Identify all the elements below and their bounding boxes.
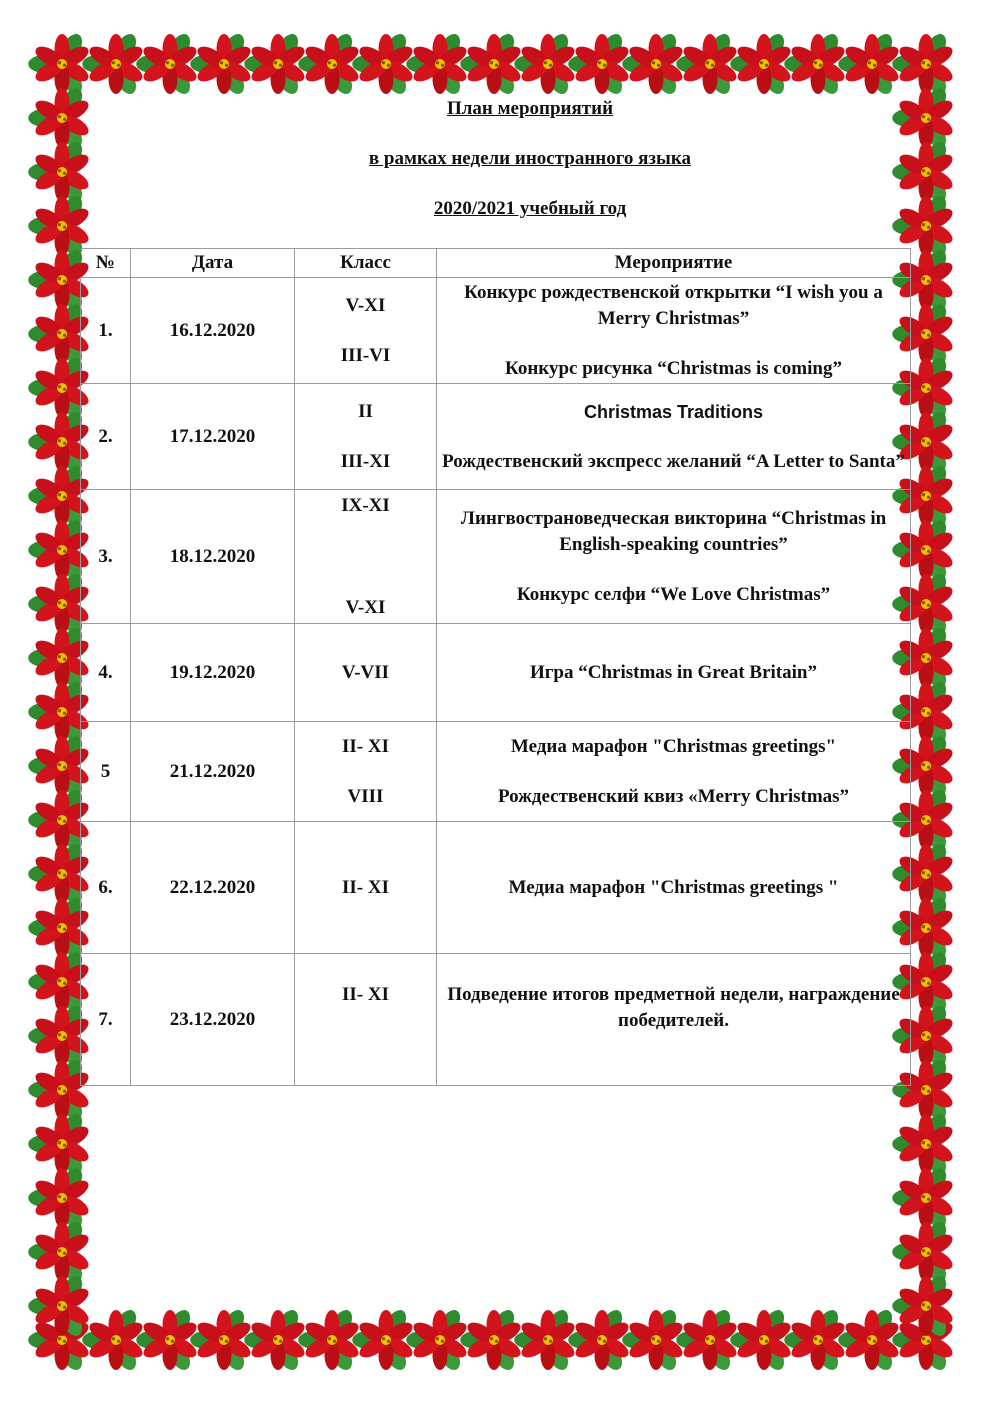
row-date: 19.12.2020: [131, 624, 295, 722]
poinsettia-flower-icon: [730, 30, 793, 97]
row-number: 5: [81, 722, 131, 822]
table-row: [81, 384, 911, 490]
poinsettia-flower-icon: [514, 30, 577, 97]
poinsettia-flower-icon: [82, 1306, 145, 1373]
poinsettia-flower-icon: [28, 84, 91, 151]
poinsettia-flower-icon: [136, 30, 199, 97]
row-event: [437, 624, 911, 722]
poinsettia-flower-icon: [676, 1306, 739, 1373]
poinsettia-flower-icon: [190, 30, 253, 97]
poinsettia-flower-icon: [838, 30, 901, 97]
event-text: Лингвострановедческая викторина “Christmas in English-speaking countries”: [460, 507, 887, 555]
class-value: II- XI: [342, 984, 389, 1005]
poinsettia-flower-icon: [892, 1110, 955, 1177]
table-row: [81, 624, 911, 722]
class-value: V-XI: [345, 294, 386, 316]
class-value: II- XI: [342, 735, 389, 757]
poinsettia-flower-icon: [838, 1306, 901, 1373]
poinsettia-flower-icon: [784, 1306, 847, 1373]
row-date: 21.12.2020: [131, 722, 295, 822]
event-text: Christmas Traditions: [583, 401, 764, 422]
row-number: 3.: [81, 490, 131, 624]
poinsettia-flower-icon: [676, 30, 739, 97]
row-event: [437, 954, 911, 1086]
event-text: Медиа марафон "Christmas greetings": [510, 735, 837, 757]
header-number: №: [81, 249, 131, 278]
poinsettia-flower-icon: [28, 1164, 91, 1231]
row-date: 23.12.2020: [131, 954, 295, 1086]
poinsettia-flower-icon: [298, 1306, 361, 1373]
title-block: [150, 96, 910, 246]
poinsettia-flower-icon: [892, 30, 955, 97]
poinsettia-flower-icon: [460, 30, 523, 97]
row-class: [295, 490, 437, 624]
poinsettia-flower-icon: [28, 30, 91, 97]
class-value: V-XI: [345, 596, 386, 618]
row-number: 1.: [81, 278, 131, 384]
row-class: [295, 278, 437, 384]
table-row: [81, 722, 911, 822]
poinsettia-flower-icon: [352, 30, 415, 97]
class-value: III-XI: [340, 450, 391, 472]
poinsettia-flower-icon: [406, 30, 469, 97]
title-line-week: в рамках недели иностранного языка: [368, 148, 692, 169]
row-class: [295, 954, 437, 1086]
row-class: [295, 384, 437, 490]
class-value: II- XI: [342, 876, 389, 898]
event-text: Подведение итогов предметной недели, награждение победителей.: [447, 983, 900, 1031]
poinsettia-flower-icon: [622, 1306, 685, 1373]
row-event: [437, 822, 911, 954]
poinsettia-flower-icon: [784, 30, 847, 97]
table-row: [81, 954, 911, 1086]
poinsettia-flower-icon: [28, 1218, 91, 1285]
row-event: [437, 490, 911, 624]
event-text: Конкурс рисунка “Christmas is coming”: [505, 357, 842, 379]
table-row: [81, 278, 911, 384]
poinsettia-flower-icon: [352, 1306, 415, 1373]
row-date: 16.12.2020: [131, 278, 295, 384]
poinsettia-flower-icon: [82, 30, 145, 97]
poinsettia-flower-icon: [190, 1306, 253, 1373]
title-line-year: 2020/2021 учебный год: [433, 198, 627, 219]
poinsettia-flower-icon: [892, 1164, 955, 1231]
class-value: III-VI: [340, 344, 391, 366]
event-text: Медиа марафон "Christmas greetings ": [508, 876, 839, 898]
row-number: 2.: [81, 384, 131, 490]
row-number: 7.: [81, 954, 131, 1086]
row-class: [295, 624, 437, 722]
row-date: 17.12.2020: [131, 384, 295, 490]
poinsettia-flower-icon: [568, 1306, 631, 1373]
row-number: 4.: [81, 624, 131, 722]
event-text: Конкурс рождественской открытки “I wish you a Merry Christmas”: [464, 281, 883, 329]
poinsettia-flower-icon: [136, 1306, 199, 1373]
header-class: Класс: [295, 249, 437, 278]
poinsettia-flower-icon: [730, 1306, 793, 1373]
event-text: Рождественский квиз «Merry Christmas”: [497, 785, 850, 807]
poinsettia-flower-icon: [892, 1218, 955, 1285]
table-row: [81, 822, 911, 954]
header-event: Мероприятие: [437, 249, 911, 278]
header-date: Дата: [131, 249, 295, 278]
class-value: IX-XI: [341, 494, 390, 516]
row-date: 18.12.2020: [131, 490, 295, 624]
poinsettia-flower-icon: [28, 1110, 91, 1177]
table-header-row: [81, 249, 911, 278]
event-text: Рождественский экспресс желаний “A Letter to Santa”: [442, 450, 905, 472]
poinsettia-flower-icon: [406, 1306, 469, 1373]
poinsettia-flower-icon: [514, 1306, 577, 1373]
poinsettia-flower-icon: [568, 30, 631, 97]
row-event: [437, 278, 911, 384]
events-table: [80, 248, 911, 1086]
row-number: 6.: [81, 822, 131, 954]
event-text: Конкурс селфи “We Love Christmas”: [516, 583, 831, 605]
poinsettia-flower-icon: [298, 30, 361, 97]
row-event: [437, 722, 911, 822]
row-class: [295, 822, 437, 954]
poinsettia-flower-icon: [622, 30, 685, 97]
poinsettia-flower-icon: [244, 30, 307, 97]
row-event: [437, 384, 911, 490]
class-value: VIII: [347, 785, 384, 807]
event-text: Игра “Christmas in Great Britain”: [530, 661, 817, 683]
title-line-plan: План мероприятий: [446, 98, 614, 119]
row-date: 22.12.2020: [131, 822, 295, 954]
poinsettia-flower-icon: [460, 1306, 523, 1373]
row-class: [295, 722, 437, 822]
class-value: V-VII: [341, 661, 390, 683]
poinsettia-flower-icon: [244, 1306, 307, 1373]
poinsettia-flower-icon: [28, 138, 91, 205]
table-row: [81, 490, 911, 624]
class-value: II: [358, 400, 373, 422]
